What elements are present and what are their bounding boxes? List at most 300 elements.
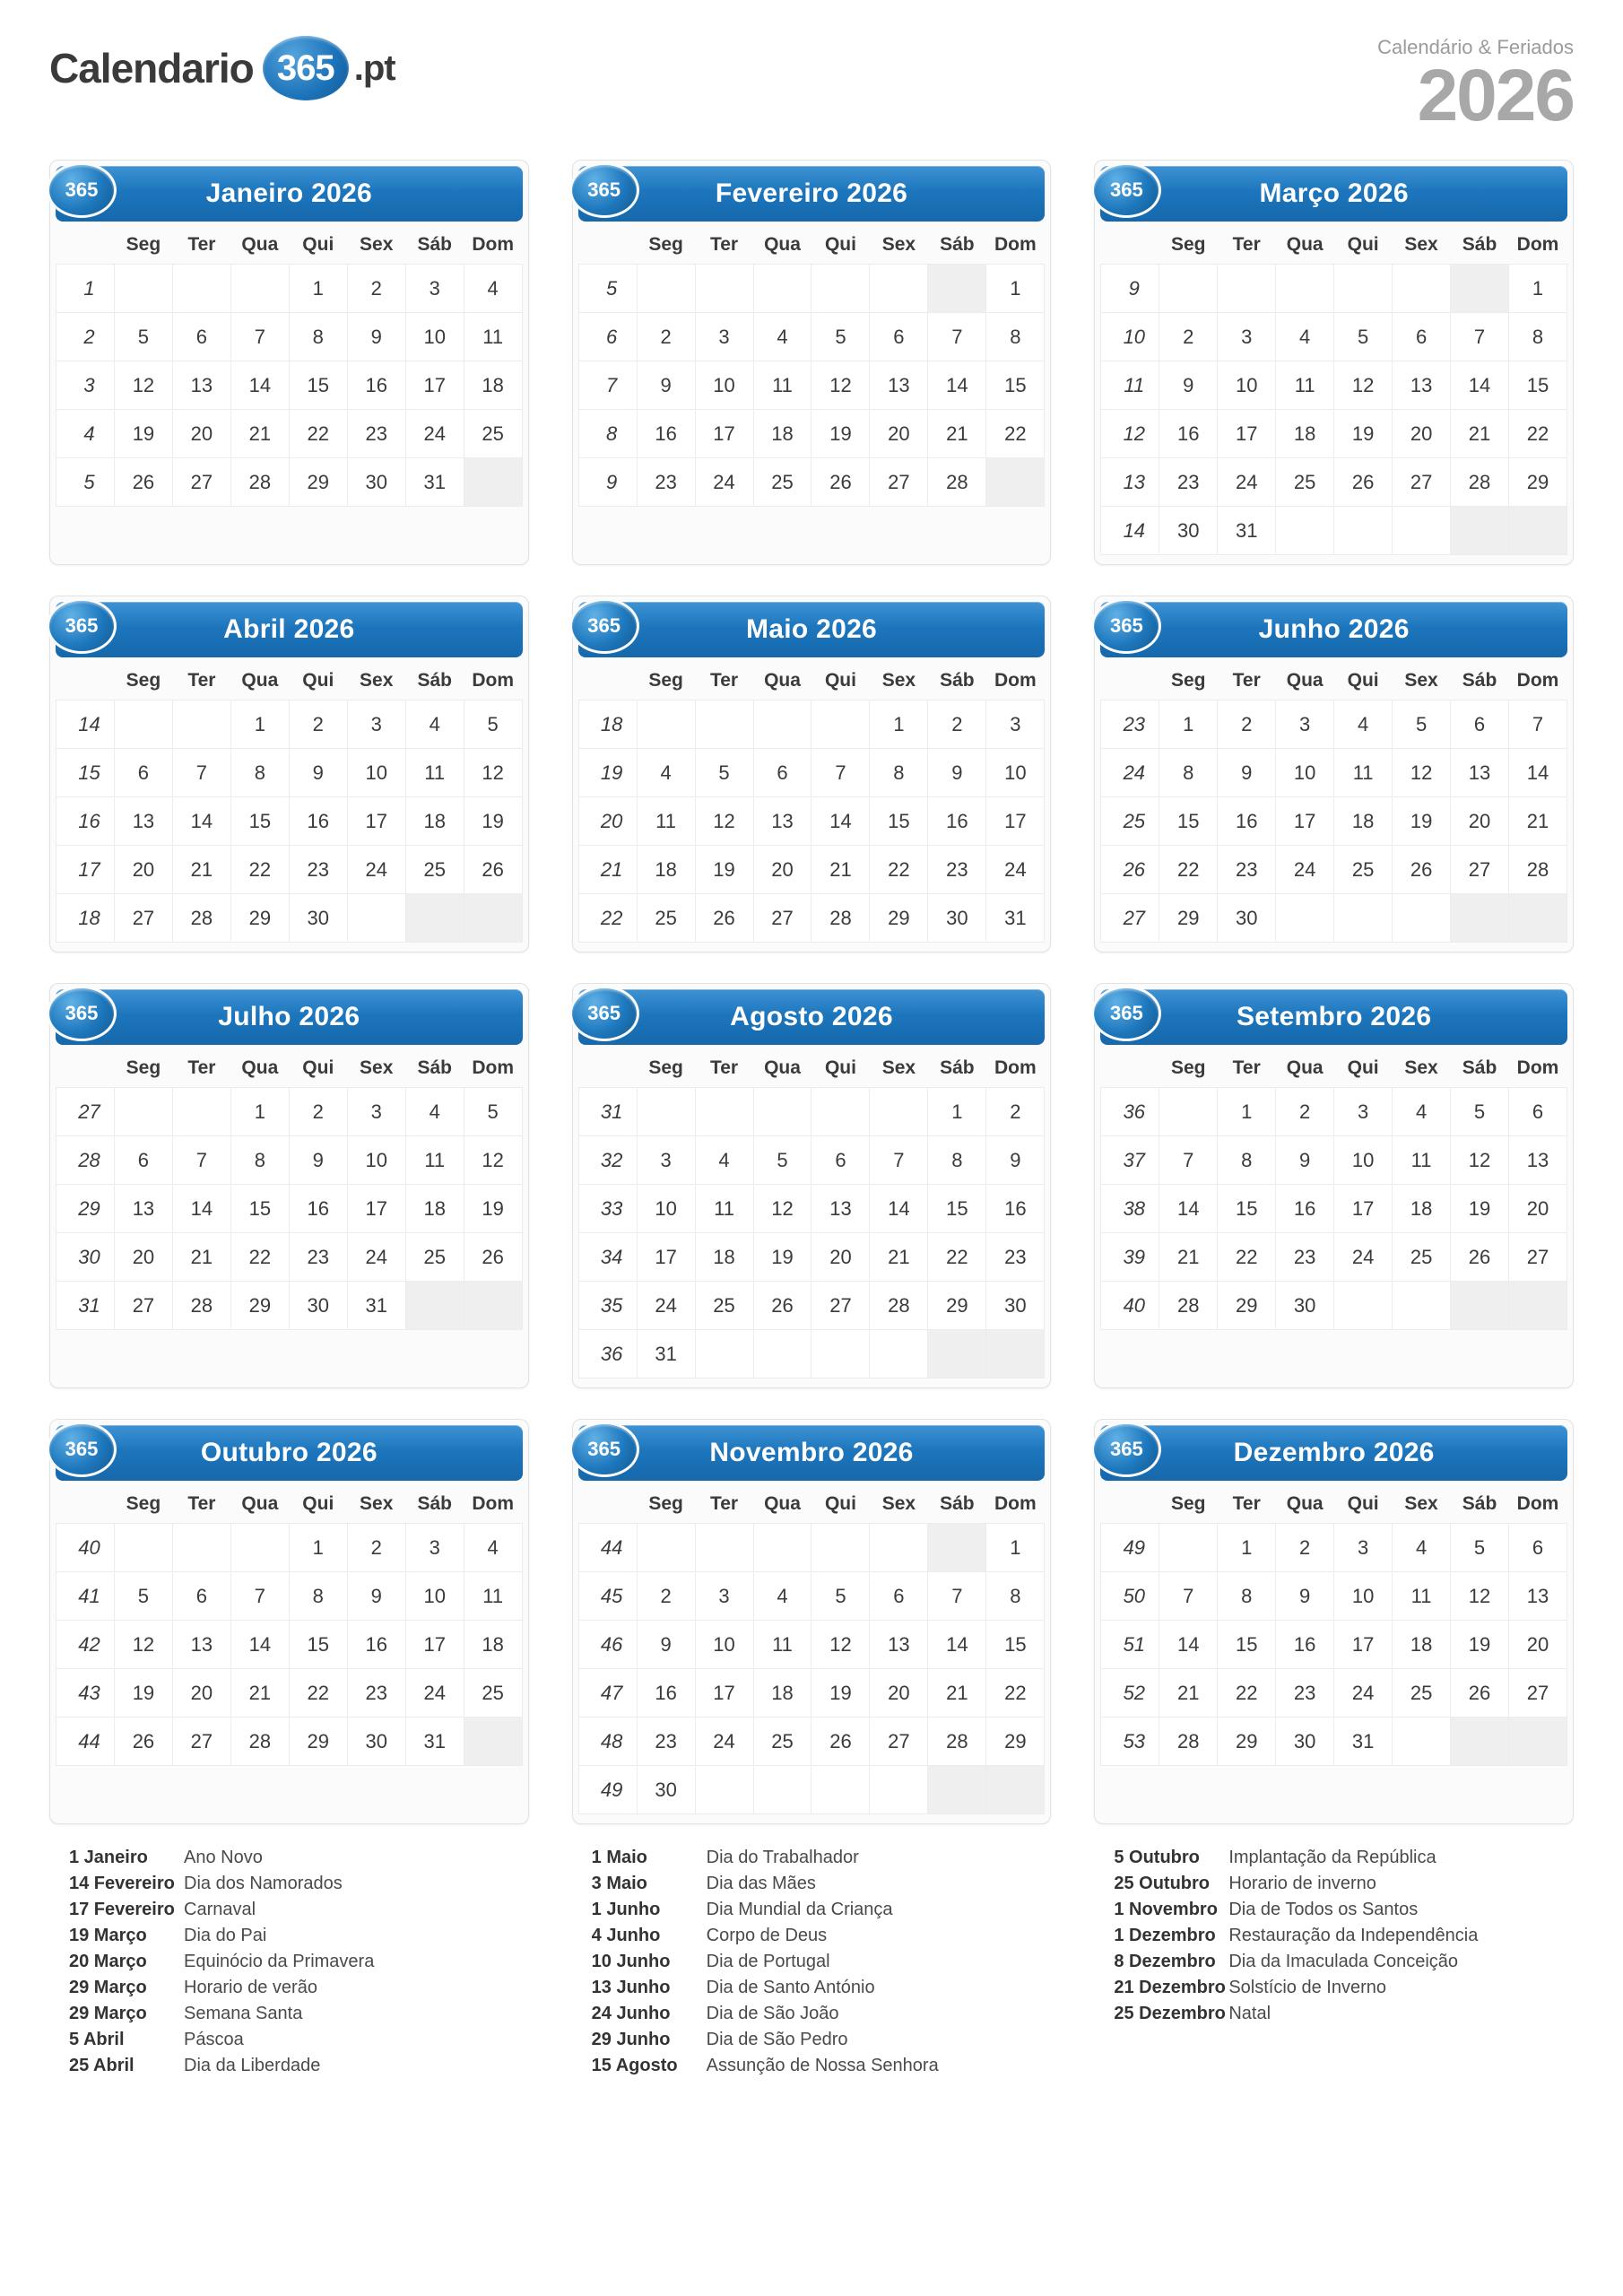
day-cell[interactable]: 19 [114,1669,172,1718]
day-cell[interactable]: 25 [464,410,522,458]
day-cell[interactable]: 29 [986,1718,1045,1766]
day-cell[interactable]: 5 [812,1572,870,1621]
day-cell[interactable]: 1 [870,700,928,749]
day-cell[interactable]: 6 [1509,1088,1567,1136]
day-cell[interactable]: 11 [464,313,522,361]
day-cell[interactable]: 24 [405,1669,464,1718]
day-cell[interactable]: 1 [289,1524,347,1572]
day-cell[interactable]: 7 [230,1572,289,1621]
day-cell[interactable]: 16 [347,1621,405,1669]
day-cell[interactable]: 2 [347,1524,405,1572]
day-cell[interactable]: 8 [1218,1136,1276,1185]
day-cell[interactable]: 21 [1159,1233,1218,1282]
day-cell[interactable]: 1 [1218,1088,1276,1136]
day-cell[interactable]: 12 [1393,749,1451,797]
day-cell[interactable]: 4 [753,313,812,361]
day-cell[interactable]: 4 [753,1572,812,1621]
day-cell[interactable]: 15 [870,797,928,846]
site-logo[interactable] [49,36,395,100]
day-cell[interactable]: 12 [114,361,172,410]
day-cell[interactable]: 5 [695,749,753,797]
day-cell[interactable]: 28 [812,894,870,943]
day-cell[interactable]: 22 [230,846,289,894]
day-cell[interactable]: 21 [928,410,986,458]
day-cell[interactable]: 13 [870,1621,928,1669]
day-cell[interactable]: 10 [347,1136,405,1185]
day-cell[interactable]: 28 [1509,846,1567,894]
day-cell[interactable]: 6 [172,1572,230,1621]
day-cell[interactable]: 20 [870,410,928,458]
day-cell[interactable]: 27 [1393,458,1451,507]
day-cell[interactable]: 9 [1159,361,1218,410]
day-cell[interactable]: 16 [289,797,347,846]
day-cell[interactable]: 9 [928,749,986,797]
day-cell[interactable]: 27 [812,1282,870,1330]
day-cell[interactable]: 18 [1334,797,1393,846]
day-cell[interactable]: 30 [928,894,986,943]
day-cell[interactable]: 4 [464,1524,522,1572]
day-cell[interactable]: 28 [1159,1282,1218,1330]
day-cell[interactable]: 11 [637,797,695,846]
day-cell[interactable]: 13 [114,1185,172,1233]
day-cell[interactable]: 29 [1159,894,1218,943]
day-cell[interactable]: 30 [1276,1718,1334,1766]
day-cell[interactable]: 23 [347,410,405,458]
day-cell[interactable]: 6 [812,1136,870,1185]
day-cell[interactable]: 30 [637,1766,695,1814]
day-cell[interactable]: 29 [928,1282,986,1330]
day-cell[interactable]: 9 [1276,1572,1334,1621]
day-cell[interactable]: 15 [986,1621,1045,1669]
day-cell[interactable]: 4 [1334,700,1393,749]
day-cell[interactable]: 17 [347,1185,405,1233]
day-cell[interactable]: 5 [1451,1088,1509,1136]
day-cell[interactable]: 14 [1451,361,1509,410]
day-cell[interactable]: 11 [1393,1136,1451,1185]
day-cell[interactable]: 24 [1276,846,1334,894]
day-cell[interactable]: 18 [405,797,464,846]
day-cell[interactable]: 6 [870,313,928,361]
day-cell[interactable]: 7 [1159,1572,1218,1621]
day-cell[interactable]: 29 [230,894,289,943]
day-cell[interactable]: 5 [812,313,870,361]
day-cell[interactable]: 24 [347,846,405,894]
day-cell[interactable]: 16 [1276,1185,1334,1233]
day-cell[interactable]: 16 [928,797,986,846]
day-cell[interactable]: 12 [695,797,753,846]
day-cell[interactable]: 17 [637,1233,695,1282]
day-cell[interactable]: 22 [289,410,347,458]
day-cell[interactable]: 7 [870,1136,928,1185]
day-cell[interactable]: 3 [347,700,405,749]
day-cell[interactable]: 20 [1509,1185,1567,1233]
day-cell[interactable]: 3 [405,265,464,313]
day-cell[interactable]: 3 [347,1088,405,1136]
day-cell[interactable]: 17 [405,361,464,410]
day-cell[interactable]: 14 [870,1185,928,1233]
day-cell[interactable]: 20 [870,1669,928,1718]
day-cell[interactable]: 9 [347,1572,405,1621]
day-cell[interactable]: 8 [230,749,289,797]
day-cell[interactable]: 4 [464,265,522,313]
day-cell[interactable]: 22 [1509,410,1567,458]
day-cell[interactable]: 27 [870,458,928,507]
day-cell[interactable]: 12 [812,361,870,410]
day-cell[interactable]: 26 [812,1718,870,1766]
day-cell[interactable]: 19 [464,1185,522,1233]
day-cell[interactable]: 13 [1509,1572,1567,1621]
day-cell[interactable]: 8 [1218,1572,1276,1621]
day-cell[interactable]: 24 [1334,1669,1393,1718]
day-cell[interactable]: 29 [230,1282,289,1330]
day-cell[interactable]: 16 [986,1185,1045,1233]
day-cell[interactable]: 25 [1393,1233,1451,1282]
day-cell[interactable]: 14 [928,361,986,410]
day-cell[interactable]: 23 [289,1233,347,1282]
day-cell[interactable]: 19 [464,797,522,846]
day-cell[interactable]: 14 [230,1621,289,1669]
day-cell[interactable]: 7 [1509,700,1567,749]
day-cell[interactable]: 6 [1509,1524,1567,1572]
day-cell[interactable]: 21 [172,846,230,894]
day-cell[interactable]: 26 [753,1282,812,1330]
day-cell[interactable]: 2 [347,265,405,313]
day-cell[interactable]: 21 [1509,797,1567,846]
day-cell[interactable]: 1 [1218,1524,1276,1572]
day-cell[interactable]: 25 [753,1718,812,1766]
day-cell[interactable]: 13 [870,361,928,410]
day-cell[interactable]: 12 [1451,1136,1509,1185]
day-cell[interactable]: 17 [347,797,405,846]
day-cell[interactable]: 24 [986,846,1045,894]
day-cell[interactable]: 4 [637,749,695,797]
day-cell[interactable]: 29 [1218,1282,1276,1330]
day-cell[interactable]: 18 [637,846,695,894]
day-cell[interactable]: 10 [637,1185,695,1233]
day-cell[interactable]: 14 [812,797,870,846]
day-cell[interactable]: 4 [1393,1088,1451,1136]
day-cell[interactable]: 28 [230,458,289,507]
day-cell[interactable]: 19 [114,410,172,458]
day-cell[interactable]: 9 [1218,749,1276,797]
day-cell[interactable]: 13 [1451,749,1509,797]
day-cell[interactable]: 15 [230,1185,289,1233]
day-cell[interactable]: 13 [753,797,812,846]
day-cell[interactable]: 1 [928,1088,986,1136]
day-cell[interactable]: 29 [289,1718,347,1766]
day-cell[interactable]: 17 [1218,410,1276,458]
day-cell[interactable]: 15 [928,1185,986,1233]
day-cell[interactable]: 23 [1218,846,1276,894]
day-cell[interactable]: 11 [405,749,464,797]
day-cell[interactable]: 27 [753,894,812,943]
day-cell[interactable]: 24 [637,1282,695,1330]
day-cell[interactable]: 2 [289,1088,347,1136]
day-cell[interactable]: 26 [464,1233,522,1282]
day-cell[interactable]: 19 [1393,797,1451,846]
day-cell[interactable]: 27 [114,894,172,943]
day-cell[interactable]: 30 [347,458,405,507]
day-cell[interactable]: 25 [695,1282,753,1330]
day-cell[interactable]: 21 [812,846,870,894]
day-cell[interactable]: 12 [464,1136,522,1185]
day-cell[interactable]: 25 [1334,846,1393,894]
day-cell[interactable]: 23 [986,1233,1045,1282]
day-cell[interactable]: 18 [1393,1621,1451,1669]
day-cell[interactable]: 13 [172,361,230,410]
day-cell[interactable]: 18 [464,1621,522,1669]
day-cell[interactable]: 11 [753,361,812,410]
day-cell[interactable]: 26 [812,458,870,507]
day-cell[interactable]: 2 [1159,313,1218,361]
day-cell[interactable]: 15 [289,1621,347,1669]
day-cell[interactable]: 3 [1334,1524,1393,1572]
day-cell[interactable]: 23 [637,1718,695,1766]
day-cell[interactable]: 19 [1334,410,1393,458]
day-cell[interactable]: 19 [812,1669,870,1718]
day-cell[interactable]: 2 [637,313,695,361]
day-cell[interactable]: 5 [114,1572,172,1621]
day-cell[interactable]: 20 [114,1233,172,1282]
day-cell[interactable]: 27 [1451,846,1509,894]
day-cell[interactable]: 12 [753,1185,812,1233]
day-cell[interactable]: 18 [464,361,522,410]
day-cell[interactable]: 13 [1393,361,1451,410]
day-cell[interactable]: 20 [1509,1621,1567,1669]
day-cell[interactable]: 11 [753,1621,812,1669]
day-cell[interactable]: 8 [986,1572,1045,1621]
day-cell[interactable]: 30 [986,1282,1045,1330]
day-cell[interactable]: 19 [753,1233,812,1282]
day-cell[interactable]: 22 [870,846,928,894]
day-cell[interactable]: 13 [114,797,172,846]
day-cell[interactable]: 16 [347,361,405,410]
day-cell[interactable]: 1 [1159,700,1218,749]
day-cell[interactable]: 12 [812,1621,870,1669]
day-cell[interactable]: 4 [695,1136,753,1185]
day-cell[interactable]: 8 [1159,749,1218,797]
day-cell[interactable]: 19 [812,410,870,458]
day-cell[interactable]: 10 [405,1572,464,1621]
day-cell[interactable]: 31 [347,1282,405,1330]
day-cell[interactable]: 21 [230,410,289,458]
day-cell[interactable]: 15 [230,797,289,846]
day-cell[interactable]: 22 [289,1669,347,1718]
day-cell[interactable]: 11 [1276,361,1334,410]
day-cell[interactable]: 8 [289,313,347,361]
day-cell[interactable]: 10 [405,313,464,361]
day-cell[interactable]: 9 [347,313,405,361]
day-cell[interactable]: 4 [405,700,464,749]
day-cell[interactable]: 3 [986,700,1045,749]
day-cell[interactable]: 28 [230,1718,289,1766]
day-cell[interactable]: 29 [870,894,928,943]
day-cell[interactable]: 16 [1276,1621,1334,1669]
day-cell[interactable]: 17 [1276,797,1334,846]
day-cell[interactable]: 28 [172,1282,230,1330]
day-cell[interactable]: 25 [753,458,812,507]
day-cell[interactable]: 17 [695,410,753,458]
day-cell[interactable]: 11 [695,1185,753,1233]
day-cell[interactable]: 26 [114,1718,172,1766]
day-cell[interactable]: 20 [753,846,812,894]
day-cell[interactable]: 1 [986,1524,1045,1572]
day-cell[interactable]: 25 [1276,458,1334,507]
day-cell[interactable]: 24 [695,1718,753,1766]
day-cell[interactable]: 30 [1159,507,1218,555]
day-cell[interactable]: 2 [928,700,986,749]
day-cell[interactable]: 7 [1159,1136,1218,1185]
day-cell[interactable]: 22 [1159,846,1218,894]
day-cell[interactable]: 19 [695,846,753,894]
day-cell[interactable]: 14 [172,1185,230,1233]
day-cell[interactable]: 22 [230,1233,289,1282]
day-cell[interactable]: 10 [1334,1136,1393,1185]
day-cell[interactable]: 10 [695,361,753,410]
day-cell[interactable]: 8 [986,313,1045,361]
day-cell[interactable]: 9 [637,1621,695,1669]
day-cell[interactable]: 13 [172,1621,230,1669]
day-cell[interactable]: 14 [230,361,289,410]
day-cell[interactable]: 2 [637,1572,695,1621]
day-cell[interactable]: 28 [1159,1718,1218,1766]
day-cell[interactable]: 16 [637,1669,695,1718]
day-cell[interactable]: 21 [1159,1669,1218,1718]
day-cell[interactable]: 10 [695,1621,753,1669]
day-cell[interactable]: 11 [1334,749,1393,797]
day-cell[interactable]: 31 [405,458,464,507]
day-cell[interactable]: 18 [753,1669,812,1718]
day-cell[interactable]: 4 [1393,1524,1451,1572]
day-cell[interactable]: 12 [464,749,522,797]
day-cell[interactable]: 18 [1276,410,1334,458]
day-cell[interactable]: 14 [928,1621,986,1669]
day-cell[interactable]: 28 [172,894,230,943]
day-cell[interactable]: 23 [289,846,347,894]
day-cell[interactable]: 9 [986,1136,1045,1185]
day-cell[interactable]: 27 [172,458,230,507]
day-cell[interactable]: 5 [1393,700,1451,749]
day-cell[interactable]: 23 [1276,1233,1334,1282]
day-cell[interactable]: 29 [1509,458,1567,507]
day-cell[interactable]: 26 [114,458,172,507]
day-cell[interactable]: 3 [695,1572,753,1621]
day-cell[interactable]: 11 [1393,1572,1451,1621]
day-cell[interactable]: 6 [114,1136,172,1185]
day-cell[interactable]: 18 [1393,1185,1451,1233]
day-cell[interactable]: 14 [1159,1185,1218,1233]
day-cell[interactable]: 18 [753,410,812,458]
day-cell[interactable]: 24 [1334,1233,1393,1282]
day-cell[interactable]: 6 [114,749,172,797]
day-cell[interactable]: 6 [1451,700,1509,749]
day-cell[interactable]: 9 [289,749,347,797]
day-cell[interactable]: 7 [230,313,289,361]
day-cell[interactable]: 5 [1451,1524,1509,1572]
day-cell[interactable]: 3 [1334,1088,1393,1136]
day-cell[interactable]: 30 [347,1718,405,1766]
day-cell[interactable]: 23 [928,846,986,894]
day-cell[interactable]: 27 [870,1718,928,1766]
day-cell[interactable]: 8 [870,749,928,797]
day-cell[interactable]: 31 [1218,507,1276,555]
day-cell[interactable]: 25 [1393,1669,1451,1718]
day-cell[interactable]: 4 [405,1088,464,1136]
day-cell[interactable]: 5 [464,700,522,749]
day-cell[interactable]: 10 [1276,749,1334,797]
day-cell[interactable]: 30 [1276,1282,1334,1330]
day-cell[interactable]: 2 [1218,700,1276,749]
day-cell[interactable]: 6 [1393,313,1451,361]
day-cell[interactable]: 28 [928,1718,986,1766]
day-cell[interactable]: 7 [172,1136,230,1185]
day-cell[interactable]: 26 [1451,1669,1509,1718]
day-cell[interactable]: 27 [172,1718,230,1766]
day-cell[interactable]: 24 [1218,458,1276,507]
day-cell[interactable]: 2 [986,1088,1045,1136]
day-cell[interactable]: 24 [405,410,464,458]
day-cell[interactable]: 20 [172,410,230,458]
day-cell[interactable]: 31 [986,894,1045,943]
day-cell[interactable]: 21 [230,1669,289,1718]
day-cell[interactable]: 3 [405,1524,464,1572]
day-cell[interactable]: 23 [1159,458,1218,507]
day-cell[interactable]: 26 [1451,1233,1509,1282]
day-cell[interactable]: 15 [986,361,1045,410]
day-cell[interactable]: 10 [1218,361,1276,410]
day-cell[interactable]: 11 [405,1136,464,1185]
day-cell[interactable]: 25 [405,846,464,894]
day-cell[interactable]: 17 [695,1669,753,1718]
day-cell[interactable]: 1 [1509,265,1567,313]
day-cell[interactable]: 26 [1393,846,1451,894]
day-cell[interactable]: 8 [230,1136,289,1185]
day-cell[interactable]: 29 [289,458,347,507]
day-cell[interactable]: 20 [114,846,172,894]
day-cell[interactable]: 16 [637,410,695,458]
day-cell[interactable]: 15 [1218,1621,1276,1669]
day-cell[interactable]: 7 [928,1572,986,1621]
day-cell[interactable]: 7 [1451,313,1509,361]
day-cell[interactable]: 10 [347,749,405,797]
day-cell[interactable]: 21 [870,1233,928,1282]
day-cell[interactable]: 22 [1218,1233,1276,1282]
day-cell[interactable]: 22 [928,1233,986,1282]
day-cell[interactable]: 26 [1334,458,1393,507]
day-cell[interactable]: 8 [1509,313,1567,361]
day-cell[interactable]: 28 [870,1282,928,1330]
day-cell[interactable]: 31 [637,1330,695,1378]
day-cell[interactable]: 30 [289,1282,347,1330]
day-cell[interactable]: 21 [1451,410,1509,458]
day-cell[interactable]: 12 [114,1621,172,1669]
day-cell[interactable]: 13 [1509,1136,1567,1185]
day-cell[interactable]: 12 [1334,361,1393,410]
day-cell[interactable]: 7 [928,313,986,361]
day-cell[interactable]: 15 [1509,361,1567,410]
day-cell[interactable]: 1 [230,700,289,749]
day-cell[interactable]: 19 [1451,1185,1509,1233]
day-cell[interactable]: 3 [1276,700,1334,749]
day-cell[interactable]: 9 [1276,1136,1334,1185]
day-cell[interactable]: 21 [172,1233,230,1282]
day-cell[interactable]: 21 [928,1669,986,1718]
day-cell[interactable]: 5 [114,313,172,361]
day-cell[interactable]: 15 [1159,797,1218,846]
day-cell[interactable]: 26 [695,894,753,943]
day-cell[interactable]: 30 [289,894,347,943]
day-cell[interactable]: 16 [289,1185,347,1233]
